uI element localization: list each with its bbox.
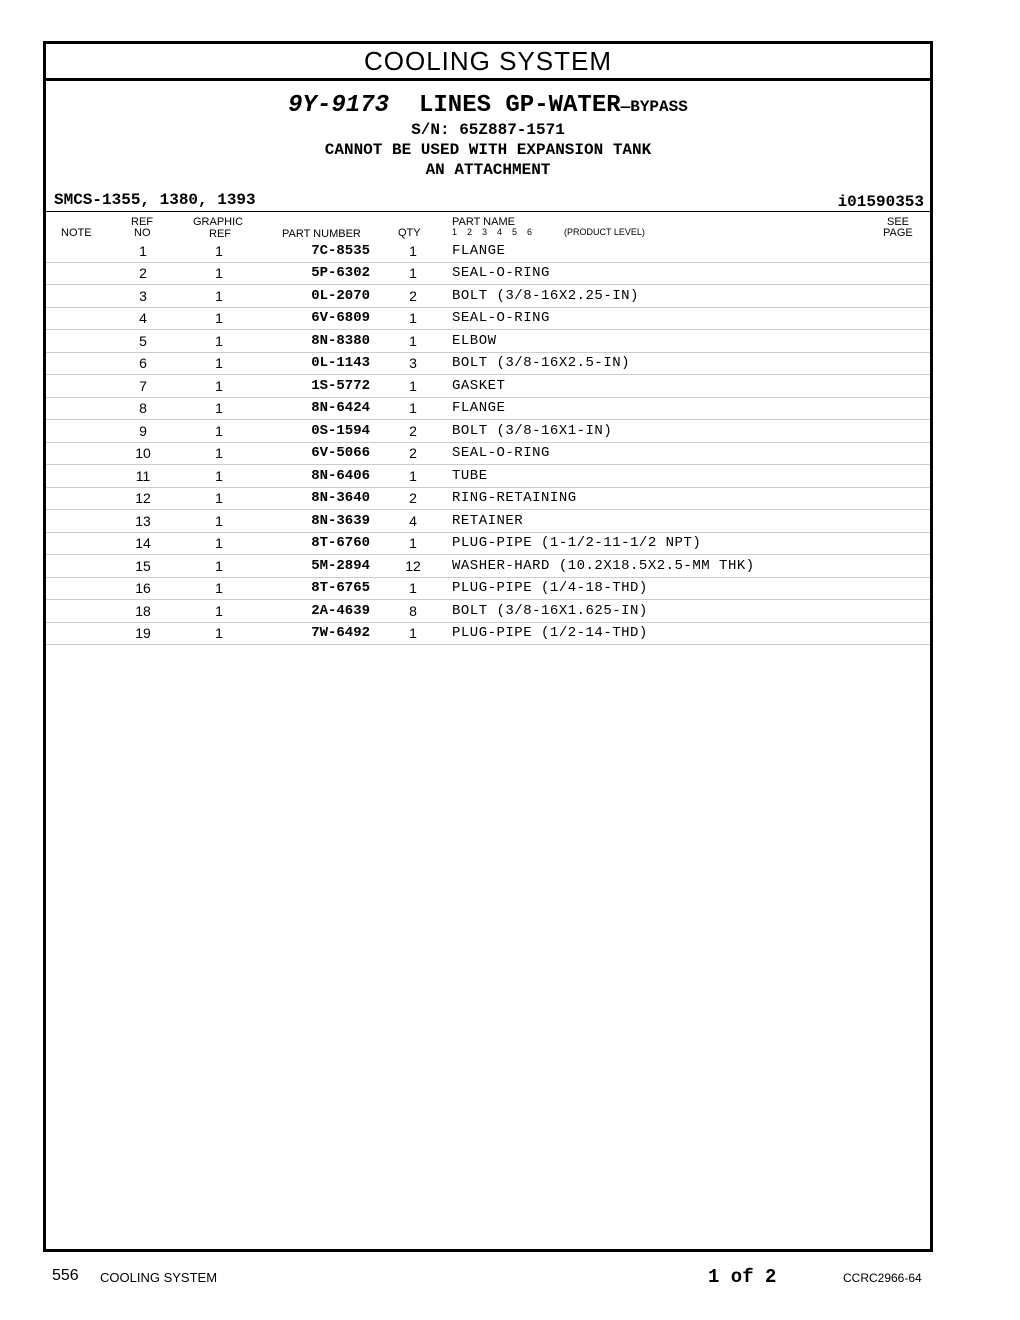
- quantity: 2: [374, 285, 452, 308]
- note-cell: [46, 555, 106, 578]
- note-cell: [46, 487, 106, 510]
- graphic-ref: 1: [180, 555, 258, 578]
- col-ref-bottom: NO: [134, 227, 151, 239]
- col-see-top: SEE: [887, 216, 910, 228]
- graphic-ref: 1: [180, 487, 258, 510]
- part-number: 6V-6809: [258, 307, 374, 330]
- graphic-ref: 1: [180, 600, 258, 623]
- table-row: [46, 330, 930, 353]
- ref-number: 8: [106, 397, 180, 420]
- table-row: [46, 532, 930, 555]
- note-cell: [46, 397, 106, 420]
- part-name: PLUG-PIPE (1-1/2-11-1/2 NPT): [452, 532, 930, 555]
- part-number: 0L-2070: [258, 285, 374, 308]
- quantity: 2: [374, 487, 452, 510]
- part-number: 8N-6406: [258, 465, 374, 488]
- usage-note-1: CANNOT BE USED WITH EXPANSION TANK: [324, 141, 652, 159]
- smcs-codes: SMCS-1355, 1380, 1393: [54, 191, 256, 209]
- quantity: 1: [374, 262, 452, 285]
- quantity: 2: [374, 420, 452, 443]
- parts-table: [46, 240, 930, 645]
- footer-section: COOLING SYSTEM: [100, 1270, 218, 1285]
- graphic-ref: 1: [180, 330, 258, 353]
- quantity: 1: [374, 307, 452, 330]
- part-number: 8T-6765: [258, 577, 374, 600]
- part-number: 7W-6492: [258, 622, 374, 645]
- table-row: [46, 307, 930, 330]
- ref-number: 11: [106, 465, 180, 488]
- section-title: COOLING SYSTEM: [46, 44, 930, 81]
- col-ref-top: REF: [131, 216, 153, 228]
- table-row: [46, 577, 930, 600]
- serial-number: S/N: 65Z887-1571: [411, 121, 565, 139]
- illustration-id: i01590353: [837, 193, 924, 211]
- graphic-ref: 1: [180, 465, 258, 488]
- part-name: RING-RETAINING: [452, 487, 930, 510]
- part-name: ELBOW: [452, 330, 930, 353]
- ref-number: 16: [106, 577, 180, 600]
- table-row: [46, 420, 930, 443]
- quantity: 12: [374, 555, 452, 578]
- note-cell: [46, 240, 106, 262]
- part-number: 8T-6760: [258, 532, 374, 555]
- ref-number: 4: [106, 307, 180, 330]
- part-name: BOLT (3/8-16X2.25-IN): [452, 285, 930, 308]
- part-name: SEAL-O-RING: [452, 262, 930, 285]
- part-name: PLUG-PIPE (1/4-18-THD): [452, 577, 930, 600]
- note-cell: [46, 420, 106, 443]
- document-code: CCRC2966-64: [843, 1271, 922, 1285]
- graphic-ref: 1: [180, 532, 258, 555]
- table-row: [46, 442, 930, 465]
- ref-number: 13: [106, 510, 180, 533]
- col-levels: 1 2 3 4 5 6: [452, 227, 533, 237]
- note-cell: [46, 330, 106, 353]
- ref-number: 1: [106, 240, 180, 262]
- group-suffix: —BYPASS: [620, 98, 688, 116]
- part-name: FLANGE: [452, 397, 930, 420]
- graphic-ref: 1: [180, 420, 258, 443]
- note-cell: [46, 510, 106, 533]
- note-cell: [46, 262, 106, 285]
- part-number: 6V-5066: [258, 442, 374, 465]
- graphic-ref: 1: [180, 442, 258, 465]
- ref-number: 18: [106, 600, 180, 623]
- table-row: [46, 262, 930, 285]
- col-part-name: PART NAME: [452, 216, 515, 228]
- part-name: BOLT (3/8-16X1.625-IN): [452, 600, 930, 623]
- ref-number: 3: [106, 285, 180, 308]
- page-count: 1 of 2: [708, 1266, 777, 1288]
- part-name: PLUG-PIPE (1/2-14-THD): [452, 622, 930, 645]
- part-number: 8N-3640: [258, 487, 374, 510]
- table-row: [46, 465, 930, 488]
- part-number: 5P-6302: [258, 262, 374, 285]
- graphic-ref: 1: [180, 352, 258, 375]
- graphic-ref: 1: [180, 622, 258, 645]
- quantity: 1: [374, 397, 452, 420]
- part-name: TUBE: [452, 465, 930, 488]
- group-number: 9Y-9173: [288, 92, 389, 119]
- quantity: 1: [374, 622, 452, 645]
- graphic-ref: 1: [180, 285, 258, 308]
- part-number: 0S-1594: [258, 420, 374, 443]
- graphic-ref: 1: [180, 375, 258, 398]
- ref-number: 19: [106, 622, 180, 645]
- col-note: NOTE: [61, 227, 92, 239]
- quantity: 8: [374, 600, 452, 623]
- part-name: FLANGE: [452, 240, 930, 262]
- table-row: [46, 600, 930, 623]
- part-number: 8N-6424: [258, 397, 374, 420]
- ref-number: 9: [106, 420, 180, 443]
- note-cell: [46, 307, 106, 330]
- part-name: SEAL-O-RING: [452, 442, 930, 465]
- col-gref-top: GRAPHIC: [193, 216, 244, 228]
- quantity: 1: [374, 532, 452, 555]
- quantity: 2: [374, 442, 452, 465]
- usage-note-2: AN ATTACHMENT: [425, 161, 551, 179]
- part-name: BOLT (3/8-16X1-IN): [452, 420, 930, 443]
- part-number: 1S-5772: [258, 375, 374, 398]
- quantity: 3: [374, 352, 452, 375]
- part-name: RETAINER: [452, 510, 930, 533]
- part-name: WASHER-HARD (10.2X18.5X2.5-MM THK): [452, 555, 930, 578]
- note-cell: [46, 285, 106, 308]
- col-product-level: (PRODUCT LEVEL): [564, 227, 645, 237]
- column-headers: [46, 211, 930, 240]
- ref-number: 6: [106, 352, 180, 375]
- quantity: 4: [374, 510, 452, 533]
- note-cell: [46, 352, 106, 375]
- note-cell: [46, 600, 106, 623]
- graphic-ref: 1: [180, 262, 258, 285]
- part-number: 8N-8380: [258, 330, 374, 353]
- graphic-ref: 1: [180, 397, 258, 420]
- table-row: [46, 397, 930, 420]
- note-cell: [46, 375, 106, 398]
- quantity: 1: [374, 577, 452, 600]
- table-row: [46, 622, 930, 645]
- group-title: [46, 81, 930, 120]
- ref-number: 10: [106, 442, 180, 465]
- part-number: 0L-1143: [258, 352, 374, 375]
- part-number: 7C-8535: [258, 240, 374, 262]
- col-qty: QTY: [398, 227, 421, 239]
- note-cell: [46, 532, 106, 555]
- table-row: [46, 487, 930, 510]
- col-gref-bottom: REF: [209, 228, 231, 240]
- ref-number: 15: [106, 555, 180, 578]
- table-row: [46, 555, 930, 578]
- part-number: 5M-2894: [258, 555, 374, 578]
- group-name: LINES GP-WATER: [418, 92, 621, 119]
- part-name: GASKET: [452, 375, 930, 398]
- group-header: [46, 81, 930, 211]
- ref-number: 2: [106, 262, 180, 285]
- ref-number: 5: [106, 330, 180, 353]
- note-cell: [46, 442, 106, 465]
- part-number: 8N-3639: [258, 510, 374, 533]
- col-see-bottom: PAGE: [883, 227, 913, 239]
- parts-page: [43, 41, 933, 1252]
- graphic-ref: 1: [180, 240, 258, 262]
- graphic-ref: 1: [180, 510, 258, 533]
- table-row: [46, 375, 930, 398]
- quantity: 1: [374, 330, 452, 353]
- table-row: [46, 285, 930, 308]
- note-cell: [46, 622, 106, 645]
- quantity: 1: [374, 375, 452, 398]
- page-footer: [52, 1262, 932, 1292]
- ref-number: 14: [106, 532, 180, 555]
- quantity: 1: [374, 465, 452, 488]
- table-row: [46, 240, 930, 262]
- ref-number: 7: [106, 375, 180, 398]
- ref-number: 12: [106, 487, 180, 510]
- graphic-ref: 1: [180, 307, 258, 330]
- table-row: [46, 352, 930, 375]
- graphic-ref: 1: [180, 577, 258, 600]
- note-cell: [46, 577, 106, 600]
- col-part-number: PART NUMBER: [282, 228, 361, 240]
- part-name: SEAL-O-RING: [452, 307, 930, 330]
- table-row: [46, 510, 930, 533]
- page-number: 556: [52, 1267, 79, 1284]
- quantity: 1: [374, 240, 452, 262]
- note-cell: [46, 465, 106, 488]
- part-number: 2A-4639: [258, 600, 374, 623]
- part-name: BOLT (3/8-16X2.5-IN): [452, 352, 930, 375]
